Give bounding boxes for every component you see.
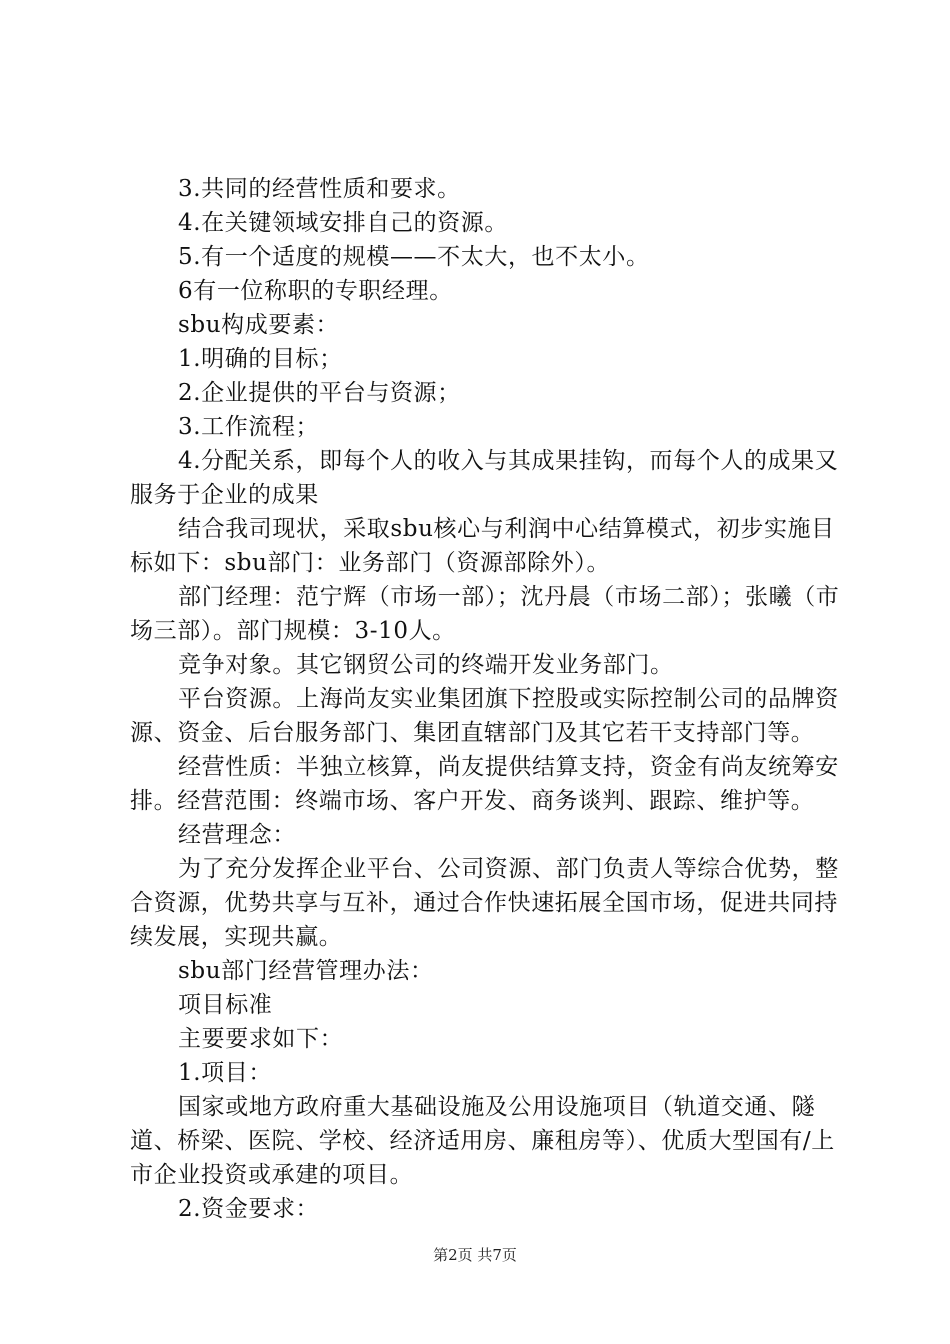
paragraph: 4.分配关系，即每个人的收入与其成果挂钩，而每个人的成果又服务于企业的成果 [130, 448, 839, 508]
paragraph: 4.在关键领域安排自己的资源。 [178, 210, 508, 236]
paragraph: 6有一位称职的专职经理。 [178, 278, 453, 304]
paragraph: 平台资源。上海尚友实业集团旗下控股或实际控制公司的品牌资源、资金、后台服务部门、集团直辖部门及其它若干支持部门等。 [130, 686, 839, 746]
document-body [130, 172, 842, 1226]
paragraph: 竞争对象。其它钢贸公司的终端开发业务部门。 [178, 652, 674, 678]
paragraph: 结合我司现状，采取sbu核心与利润中心结算模式，初步实施目标如下：sbu部门：业务部门（资源部除外）。 [130, 516, 835, 576]
paragraph: 3.工作流程； [178, 414, 320, 440]
paragraph: 为了充分发挥企业平台、公司资源、部门负责人等综合优势，整合资源，优势共享与互补，通过合作快速拓展全国市场，促进共同持续发展，实现共赢。 [130, 856, 839, 950]
paragraph: 国家或地方政府重大基础设施及公用设施项目（轨道交通、隧道、桥梁、医院、学校、经济适用房、廉租房等）、优质大型国有/上市企业投资或承建的项目。 [130, 1094, 835, 1188]
paragraph: 2.企业提供的平台与资源； [178, 380, 461, 406]
paragraph: 1.明确的目标； [178, 346, 343, 372]
page-footer: 第2页 共7页 [433, 1246, 517, 1264]
paragraph: 经营性质：半独立核算，尚友提供结算支持，资金有尚友统筹安排。经营范围：终端市场、客户开发、商务谈判、跟踪、维护等。 [130, 754, 839, 814]
paragraph: sbu部门经营管理办法： [178, 958, 434, 984]
paragraph: 1.项目： [178, 1060, 272, 1086]
paragraph: 2.资金要求： [178, 1196, 320, 1222]
paragraph: sbu构成要素： [178, 312, 340, 338]
paragraph: 经营理念： [178, 822, 296, 848]
paragraph: 主要要求如下： [178, 1026, 344, 1052]
paragraph: 部门经理：范宁辉（市场一部）；沈丹晨（市场二部）；张曦（市场三部）。部门规模：3-10人。 [130, 584, 840, 644]
paragraph: 5.有一个适度的规模——不太大，也不太小。 [178, 244, 650, 270]
paragraph: 3.共同的经营性质和要求。 [178, 176, 461, 202]
paragraph: 项目标准 [178, 992, 273, 1018]
